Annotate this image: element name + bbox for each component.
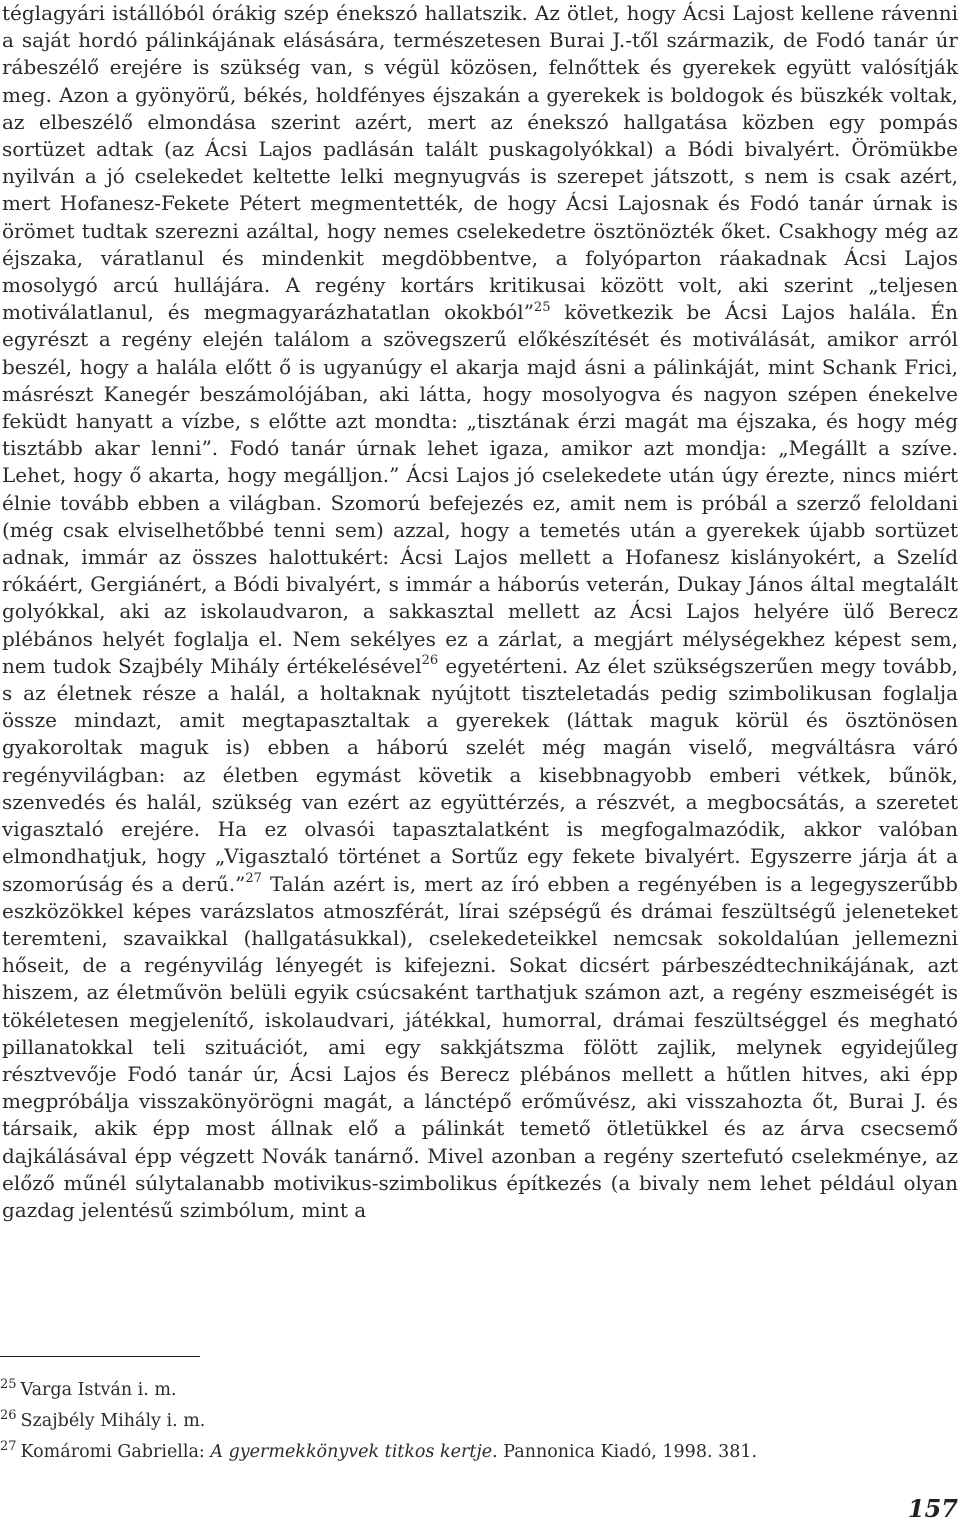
body-text-part-1: téglagyári istállóból órákig szép énekszó hallatszik. Az ötlet, hogy Ácsi Lajost kellene rávenni a saját hordó pálinkájának elásására, természetesen Burai J.-től származik, de Fodó tanár úr rábeszélő erejére is szükség van, s végül közösen, felnőttek és gyerekek együtt valósítják meg. Azon a gyönyörű, békés, holdfényes éjszakán a gyerekek is boldogok és büszkék voltak, az elbeszélő elmondása szerint azért, mert az énekszó hallgatása közben egy pompás sortüzet adtak (az Ácsi Lajos padlásán talált puskagolyókkal) a Bódi bivalyért. Örömükbe nyilván a jó cselekedet keltette lelki megnyugvás is szerepet játszott, s nem is csak azért, mert Hofanesz-Fekete Pétert megmentették, de hogy Ácsi Lajosnak és Fodó tanár úrnak is örömet tudtak szerezni azáltal, hogy nemes cselekedetre ösztönözték őket. Csakhogy még az éjszaka, váratlanul és mindenkit megdöbbentve, a folyóparton ráakadnak Ácsi Lajos mosolygó arcú hullájára. A regény kortárs kritikusai között volt, aki szerint „teljesen motiválatlanul, és megmagyarázhatatlan okokból” bbox=[2, 1, 958, 325]
body-paragraph bbox=[2, 0, 958, 1224]
page-number: 157 bbox=[907, 1494, 958, 1523]
footnote-number: 25 bbox=[0, 1377, 17, 1392]
footnote-26 bbox=[0, 1400, 956, 1431]
footnote-text: Varga István i. m. bbox=[20, 1380, 177, 1400]
footnote-divider bbox=[0, 1356, 200, 1357]
footnote-27 bbox=[0, 1431, 956, 1462]
footnote-ref-25[interactable]: 25 bbox=[533, 299, 551, 315]
footnotes bbox=[0, 1369, 956, 1462]
footnote-author: Komáromi Gabriella: bbox=[20, 1442, 211, 1462]
footnote-25 bbox=[0, 1369, 956, 1400]
footnote-ref-27[interactable]: 27 bbox=[245, 870, 262, 886]
footnote-number: 27 bbox=[0, 1439, 17, 1454]
footnote-text: Szajbély Mihály i. m. bbox=[20, 1411, 206, 1431]
footnote-publisher: . Pannonica Kiadó, 1998. 381. bbox=[492, 1442, 758, 1462]
footnote-book-title: A gyermekkönyvek titkos kertje bbox=[210, 1442, 493, 1462]
body-text-part-4: Talán azért is, mert az író ebben a regényében is a legegyszerűbb eszközökkel képes varázslatos atmoszférát, lírai szépségű és drámai feszültségű jeleneteket teremteni, szavaikkal (hallgatásukkal), cselekedeteikkel nemcsak sokoldalúan jellemezni hőseit, de a regényvilág lényegét is kifejezni. Sokat dicsért párbeszédtechnikájának, azt hiszem, az életművön belüli egyik csúcsaként tarthatjuk számon azt, a regény eszmeiségét is tökéletesen megjelenítő, iskolaudvari, játékkal, humorral, drámai feszültséggel és megható pillanatokkal teli szituációt, ami egy sakkjátszma fölött zajlik, melynek egyidejűleg résztvevője Fodó tanár úr, Ácsi Lajos és Berecz plébános mellett a hűtlen hitves, aki épp megpróbálja visszakönyörögni magát, a lánctépő erőművész, aki visszahozta őt, Burai J. és társaik, akik épp most állnak elő a pálinkát temető ötletükkel és az árva csecsemő dajkálásával épp végzett Novák tanárnő. Mivel azonban a regény szertefutó cselekménye, az előző műnél súlytalanabb motivikus-szimbolikus építkezés (a bivaly nem lehet például olyan gazdag jelentésű szimbólum, mint a bbox=[2, 871, 958, 1222]
body-text-part-2: következik be Ácsi Lajos halála. Én egyrészt a regény elején találom a szövegszerű előkészítését és motiválását, amikor arról beszél, hogy a halála előtt ő is ugyanúgy el akarja majd ásni a pálinkáját, mint Schank Frici, másrészt Kanegér beszámolójában, aki látta, hogy mosolyogva és nagyon szépen énekelve feküdt hanyatt a vízbe, s előtte azt mondta: „tisztának érzi magát ma éjszaka, és hogy még tisztább akar lenni”. Fodó tanár úrnak lehet igaza, amikor azt mondja: „Megállt a szíve. Lehet, hogy ő akarta, hogy megálljon.” Ácsi Lajos jó cselekedete után úgy érezte, nincs miért élnie tovább ebben a világban. Szomorú befejezés ez, amit nem is próbál a szerző feloldani (még csak elviselhetőbbé tenni sem) azzal, hogy a temetés után a gyerekek újabb sortüzet adnak, immár az összes halottukért: Ácsi Lajos mellett a Hofanesz kislányokért, a Szelíd rókáért, Gergiánért, a Bódi bivalyért, s immár a háborús veterán, Dukay János által megtalált golyókkal, aki az iskolaudvaron, a sakkasztal mellett az Ácsi Lajos helyére ülő Berecz plébános helyét foglalja el. Nem sekélyes ez a zárlat, a megjárt mélységekhez képest sem, nem tudok Szajbély Mihály értékelésével bbox=[2, 300, 959, 678]
footnote-ref-26[interactable]: 26 bbox=[421, 653, 439, 669]
footnote-number: 26 bbox=[0, 1408, 17, 1423]
body-text-part-3: egyetérteni. Az élet szükségszerűen megy tovább, s az életnek része a halál, a holtaknak nyújtott tiszteletadás pedig szimbolikusan foglalja össze mindazt, amit megtapasztaltak a gyerekek (láttak maguk körül és ösztönösen gyakoroltak maguk is) ebben a háború szelét még magán viselő, megváltásra váró regényvilágban: az életben egymást követik a kisebbnagyobb emberi vétkek, bűnök, szenvedés és halál, szükség van ezért az együttérzés, a részvét, a megbocsátás, a szeretet vigasztaló erejére. Ha ez olvasói tapasztalatként is megfogalmazódik, akkor valóban elmondhatjuk, hogy „Vigasztaló történet a Sortűz egy fekete bivalyért. Egyszerre járja át a szomorúság és a derű.” bbox=[2, 653, 959, 896]
